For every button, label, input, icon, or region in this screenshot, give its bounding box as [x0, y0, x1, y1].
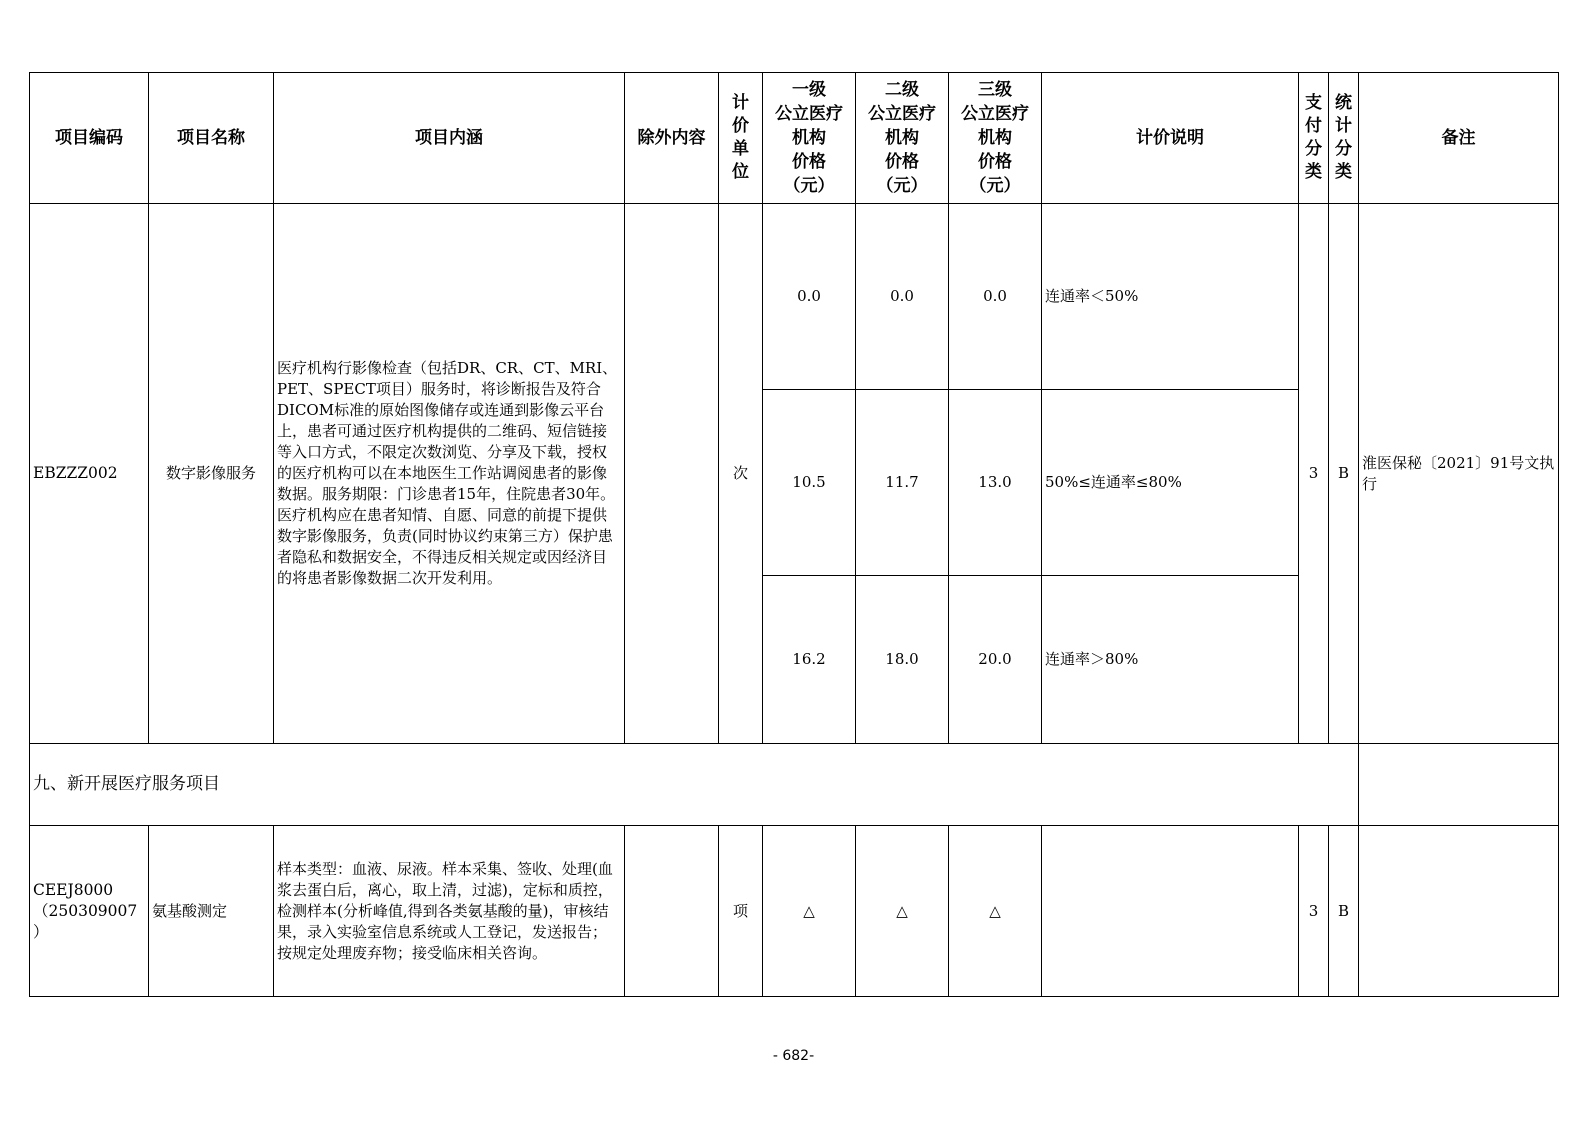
amino-level2-price: △ — [856, 826, 949, 997]
tier2-level3-price: 13.0 — [949, 390, 1042, 576]
header-content: 项目内涵 — [274, 73, 625, 204]
price-table — [29, 72, 1559, 997]
imaging-exclusion — [625, 204, 719, 744]
tier3-note: 连通率＞80% — [1042, 576, 1299, 744]
header-level3-price: 三级 公立医疗 机构 价格 （元） — [949, 73, 1042, 204]
imaging-payment-class: 3 — [1299, 204, 1329, 744]
tier1-note: 连通率＜50% — [1042, 204, 1299, 390]
amino-unit: 项 — [719, 826, 763, 997]
tier1-level1-price: 0.0 — [763, 204, 856, 390]
imaging-name: 数字影像服务 — [149, 204, 274, 744]
imaging-remark: 淮医保秘〔2021〕91号文执行 — [1359, 204, 1559, 744]
header-exclusion: 除外内容 — [625, 73, 719, 204]
imaging-unit: 次 — [719, 204, 763, 744]
imaging-stat-class: B — [1329, 204, 1359, 744]
header-level1-price: 一级 公立医疗 机构 价格 （元） — [763, 73, 856, 204]
imaging-content: 医疗机构行影像检查（包括DR、CR、CT、MRI、PET、SPECT项目）服务时，将诊断报告及符合DICOM标准的原始图像储存或连通到影像云平台上，患者可通过医疗机构提供的二维码、短信链接等入口方式，不限定次数浏览、分享及下载，授权的医疗机构可以在本地医生工作站调阅患者的影像数据。服务期限：门诊患者15年，住院患者30年。医疗机构应在患者知情、自愿、同意的前提下提供数字影像服务，负责(同时协议约束第三方）保护患者隐私和数据安全，不得违反相关规定或因经济目的将患者影像数据二次开发利用。 — [274, 204, 625, 744]
page-number: - 682- — [772, 1048, 815, 1064]
tier1-level2-price: 0.0 — [856, 204, 949, 390]
tier1-level3-price: 0.0 — [949, 204, 1042, 390]
section-remark — [1359, 744, 1559, 826]
imaging-code: EBZZZ002 — [30, 204, 149, 744]
tier2-level1-price: 10.5 — [763, 390, 856, 576]
tier3-level3-price: 20.0 — [949, 576, 1042, 744]
tier3-level2-price: 18.0 — [856, 576, 949, 744]
tier2-level2-price: 11.7 — [856, 390, 949, 576]
amino-payment-class: 3 — [1299, 826, 1329, 997]
amino-note — [1042, 826, 1299, 997]
header-stat-class: 统 计 分 类 — [1329, 73, 1359, 204]
amino-name: 氨基酸测定 — [149, 826, 274, 997]
amino-exclusion — [625, 826, 719, 997]
amino-remark — [1359, 826, 1559, 997]
tier3-level1-price: 16.2 — [763, 576, 856, 744]
tier2-note: 50%≤连通率≤80% — [1042, 390, 1299, 576]
header-name: 项目名称 — [149, 73, 274, 204]
header-code: 项目编码 — [30, 73, 149, 204]
amino-code: CEEJ8000 （250309007 ） — [30, 826, 149, 997]
amino-level1-price: △ — [763, 826, 856, 997]
table-row — [30, 826, 1559, 997]
header-level2-price: 二级 公立医疗 机构 价格 （元） — [856, 73, 949, 204]
amino-stat-class: B — [1329, 826, 1359, 997]
header-unit: 计 价 单 位 — [719, 73, 763, 204]
amino-content: 样本类型：血液、尿液。样本采集、签收、处理(血浆去蛋白后，离心，取上清，过滤)，定标和质控，检测样本(分析峰值,得到各类氨基酸的量)，审核结果，录入实验室信息系统或人工登记，发送报告；按规定处理废弃物；接受临床相关咨询。 — [274, 826, 625, 997]
header-pricing-note: 计价说明 — [1042, 73, 1299, 204]
section-title: 九、新开展医疗服务项目 — [30, 744, 1359, 826]
table-row — [30, 204, 1559, 390]
header-remark: 备注 — [1359, 73, 1559, 204]
header-payment-class: 支 付 分 类 — [1299, 73, 1329, 204]
header-row — [30, 73, 1559, 204]
section-row — [30, 744, 1559, 826]
amino-level3-price: △ — [949, 826, 1042, 997]
